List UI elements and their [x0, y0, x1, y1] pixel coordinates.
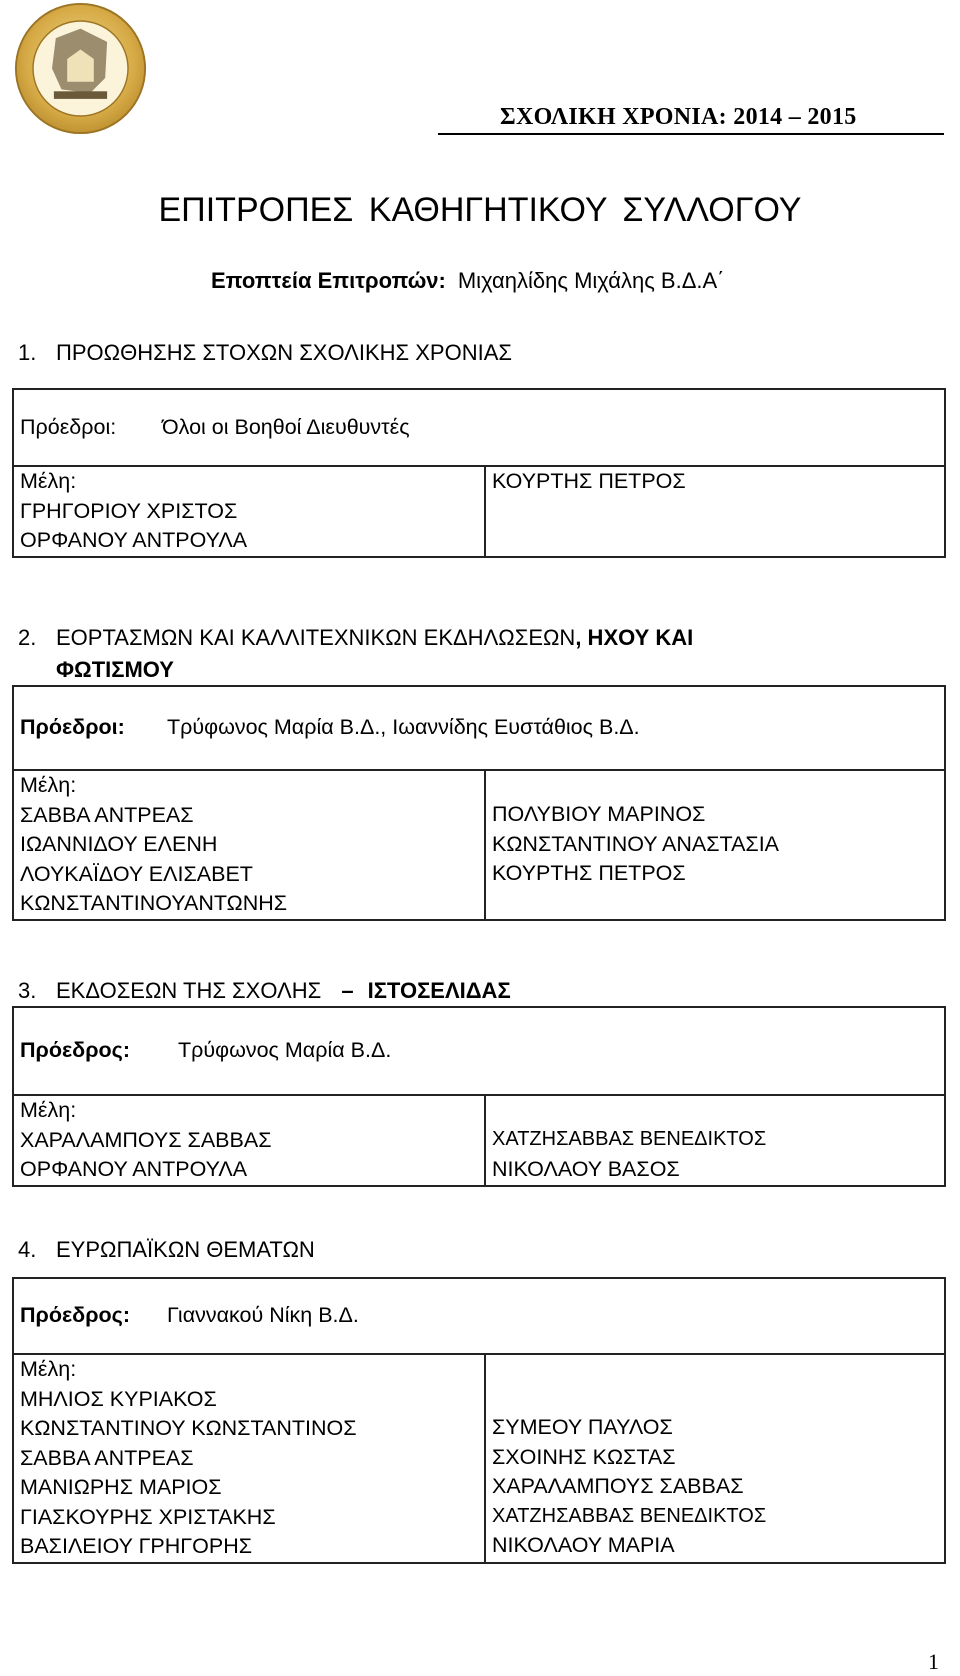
- committee-number: 2.: [18, 625, 37, 650]
- member-name: ΚΩΝΣΤΑΝΤΙΝΟΥ ΚΩΝΣΤΑΝΤΙΝΟΣ: [20, 1416, 357, 1440]
- member-name: ΚΟΥΡΤΗΣ ΠΕΤΡΟΣ: [492, 469, 686, 493]
- member-name: ΝΙΚΟΛΑΟΥ ΒΑΣΟΣ: [492, 1156, 680, 1181]
- chair-row: [13, 1007, 945, 1095]
- members-left: [13, 770, 485, 920]
- committee-number: 3.: [18, 978, 37, 1003]
- committee-1-title: [18, 340, 512, 366]
- members-label: Μέλη:: [20, 469, 77, 493]
- school-logo: [14, 2, 147, 135]
- chair-value: Τρύφωνος Μαρία Β.Δ.: [178, 1038, 392, 1063]
- committee-2-table: [12, 685, 946, 921]
- members-label: Μέλη:: [20, 773, 77, 797]
- member-name: ΧΑΡΑΛΑΜΠΟΥΣ ΣΑΒΒΑΣ: [492, 1474, 744, 1498]
- member-name: ΚΩΝΣΤΑΝΤΙΝΟΥ ΑΝΑΣΤΑΣΙΑ: [492, 831, 780, 856]
- page-number: 1: [928, 1649, 939, 1674]
- member-name: ΠΟΛΥΒΙΟΥ ΜΑΡΙΝΟΣ: [492, 802, 706, 826]
- committee-name: ΕΟΡΤΑΣΜΩΝ ΚΑΙ ΚΑΛΛΙΤΕΧΝΙΚΩΝ ΕΚΔΗΛΩΣΕΩΝ: [56, 625, 576, 650]
- committee-4-title: [18, 1237, 315, 1263]
- members-right: [485, 466, 945, 557]
- chair-label: Πρόεδροι:: [20, 414, 117, 439]
- member-name: ΝΙΚΟΛΑΟΥ ΜΑΡΙΑ: [492, 1533, 675, 1557]
- member-name: ΓΙΑΣΚΟΥΡΗΣ ΧΡΙΣΤΑΚΗΣ: [20, 1504, 276, 1529]
- member-name: ΣΧΟΙΝΗΣ ΚΩΣΤΑΣ: [492, 1444, 676, 1469]
- member-name: ΓΡΗΓΟΡΙΟΥ ΧΡΙΣΤΟΣ: [20, 498, 238, 523]
- member-name: ΒΑΣΙΛΕΙΟΥ ΓΡΗΓΟΡΗΣ: [20, 1534, 253, 1558]
- member-name: ΣΑΒΒΑ ΑΝΤΡΕΑΣ: [20, 802, 194, 827]
- chair-label: Πρόεδρος:: [20, 1303, 130, 1328]
- member-name: ΧΑΤΖΗΣΑΒΒΑΣ ΒΕΝΕΔΙΚΤΟΣ: [492, 1128, 767, 1150]
- members-left: [13, 466, 485, 557]
- member-name: ΜΗΛΙΟΣ ΚΥΡΙΑΚΟΣ: [20, 1386, 217, 1411]
- member-name: ΧΑΡΑΛΑΜΠΟΥΣ ΣΑΒΒΑΣ: [20, 1127, 272, 1152]
- committee-name: ΠΡΟΩΘΗΣΗΣ ΣΤΟΧΩΝ ΣΧΟΛΙΚΗΣ ΧΡΟΝΙΑΣ: [56, 340, 512, 365]
- supervision-line: [211, 268, 725, 294]
- chair-value: Γιαννακού Νίκη Β.Δ.: [167, 1303, 359, 1328]
- page-title: ΕΠΙΤΡΟΠΕΣ ΚΑΘΗΓΗΤΙΚΟΥ ΣΥΛΛΟΓΟΥ: [158, 191, 802, 229]
- chair-row: [13, 389, 945, 466]
- committee-number: 4.: [18, 1237, 37, 1262]
- members-label: Μέλη:: [20, 1357, 77, 1381]
- member-name: ΚΟΥΡΤΗΣ ΠΕΤΡΟΣ: [492, 861, 686, 885]
- members-right: [485, 1095, 945, 1186]
- chair-label: Πρόεδροι:: [20, 715, 125, 740]
- member-name: ΣΥΜΕΟΥ ΠΑΥΛΟΣ: [492, 1415, 673, 1439]
- member-name: ΣΑΒΒΑ ΑΝΤΡΕΑΣ: [20, 1445, 194, 1470]
- members-right: [485, 770, 945, 920]
- committee-3-table: [12, 1006, 946, 1187]
- supervision-label: Εποπτεία Επιτροπών:: [211, 268, 446, 293]
- member-name: ΙΩΑΝΝΙΔΟΥ ΕΛΕΝΗ: [20, 832, 218, 856]
- chair-row: [13, 1278, 945, 1354]
- chair-row: [13, 686, 945, 770]
- member-name: ΧΑΤΖΗΣΑΒΒΑΣ ΒΕΝΕΔΙΚΤΟΣ: [492, 1504, 767, 1527]
- member-name: ΛΟΥΚΑΪΔΟΥ ΕΛΙΣΑΒΕΤ: [20, 861, 253, 886]
- members-left: [13, 1095, 485, 1186]
- committee-3-title: [18, 978, 511, 1004]
- committee-number: 1.: [18, 340, 37, 365]
- title-dash: –: [341, 978, 354, 1003]
- school-year: ΣΧΟΛΙΚΗ ΧΡΟΝΙΑ: 2014 – 2015: [500, 104, 857, 130]
- committee-name: ΕΥΡΩΠΑΪΚΩΝ ΘΕΜΑΤΩΝ: [56, 1237, 315, 1262]
- committee-2-title: [18, 622, 693, 686]
- header-rule: [438, 133, 944, 135]
- committee-1-table: [12, 388, 946, 558]
- chair-label: Πρόεδρος:: [20, 1038, 130, 1063]
- member-name: ΜΑΝΙΩΡΗΣ ΜΑΡΙΟΣ: [20, 1475, 222, 1499]
- member-name: ΟΡΦΑΝΟΥ ΑΝΤΡΟΥΛΑ: [20, 1157, 248, 1181]
- chair-value: Όλοι οι Βοηθοί Διευθυντές: [162, 414, 410, 439]
- committee-name-bold: , ΗΧΟΥ ΚΑΙ: [575, 625, 694, 650]
- committee-4-table: [12, 1277, 946, 1564]
- supervision-value: Μιχαηλίδης Μιχάλης Β.Δ.Α΄: [457, 268, 725, 293]
- committee-name-bold: ΦΩΤΙΣΜΟΥ: [56, 657, 174, 682]
- chair-value: Τρύφωνος Μαρία Β.Δ., Ιωαννίδης Ευστάθιος Β.Δ.: [167, 715, 640, 740]
- members-left: [13, 1354, 485, 1563]
- member-name: ΚΩΝΣΤΑΝΤΙΝΟΥΑΝΤΩΝΗΣ: [20, 891, 288, 915]
- members-right: [485, 1354, 945, 1563]
- committee-name: ΕΚΔΟΣΕΩΝ ΤΗΣ ΣΧΟΛΗΣ: [56, 978, 322, 1003]
- committee-name-bold: ΙΣΤΟΣΕΛΙΔΑΣ: [367, 978, 511, 1003]
- members-label: Μέλη:: [20, 1098, 77, 1122]
- member-name: ΟΡΦΑΝΟΥ ΑΝΤΡΟΥΛΑ: [20, 528, 248, 552]
